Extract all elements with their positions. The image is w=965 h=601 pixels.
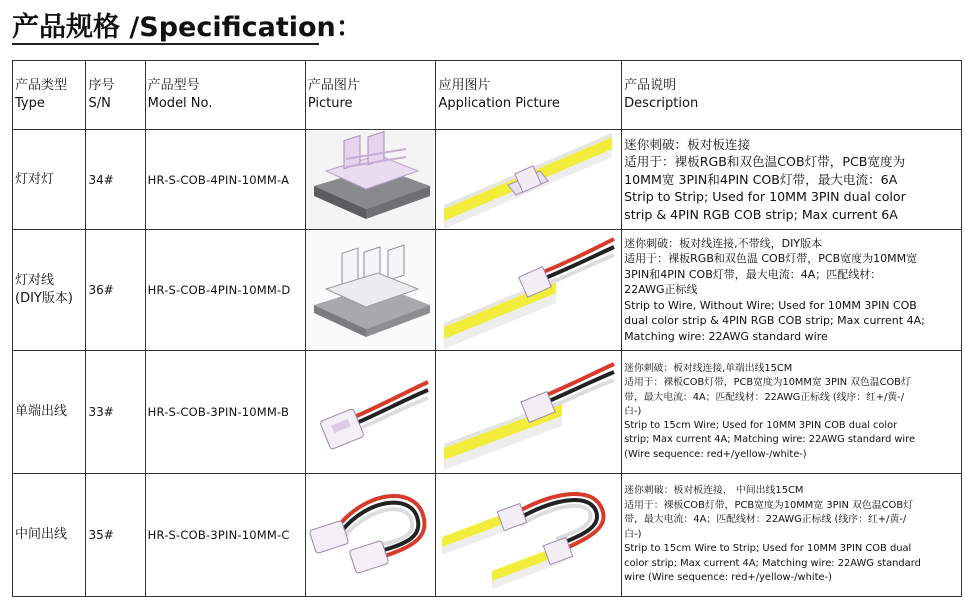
header-description: 产品说明 Description <box>622 61 962 130</box>
cob-strip-single-wire-icon <box>436 352 618 473</box>
spec-table <box>12 60 962 597</box>
product-picture <box>305 130 436 230</box>
product-description: 迷你刺破：板对线连接,单端出线15CM 适用于：裸板COB灯带，PCB宽度为10MM宽 3PIN 双色温COB灯 带，最大电流：4A；匹配线材：22AWG正标线 (线序：红+/黄-/ 白-) Strip to 15cm Wire; Used for 10MM 3PIN COB dual color strip; Max current 4A; Matching wire: 22AWG standard wire (Wire sequence: red+/yellow-/white-) <box>622 351 962 474</box>
serial-number: 34# <box>86 130 145 230</box>
product-type: 中间出线 <box>13 474 86 597</box>
cob-strip-joined-icon <box>436 131 618 229</box>
cob-strip-with-wire-icon <box>436 231 618 350</box>
serial-number: 33# <box>86 351 145 474</box>
product-type: 灯对线 (DIY版本) <box>13 230 86 351</box>
model-number: HR-S-COB-4PIN-10MM-D <box>145 230 305 351</box>
strip-to-wire-diy-connector-icon <box>306 231 434 350</box>
product-picture <box>305 474 436 597</box>
middle-wire-connector-icon <box>306 475 434 596</box>
application-picture <box>436 351 622 474</box>
table-row <box>13 474 962 597</box>
header-row <box>13 61 962 130</box>
product-type: 单端出线 <box>13 351 86 474</box>
product-description: 迷你刺破：板对线连接,不带线，DIY版本 适用于：裸板RGB和双色温 COB灯带，PCB宽度为10MM宽 3PIN和4PIN COB灯带，最大电流：4A；匹配线材： 22AWG正标线 Strip to Wire, Without Wire; Used for 10MM 3PIN COB dual color strip & 4PIN RGB COB strip; Max current 4A; Matching wire: 22AWG standard wire <box>622 230 962 351</box>
product-description: 迷你刺破：板对板连接， 中间出线15CM 适用于：裸板COB灯带，PCB宽度为10MM宽 3PIN 双色温COB灯 带，最大电流：4A；匹配线材：22AWG正标线 (线序：红+/黄-/ 白-) Strip to 15cm Wire to Strip; Used for 10MM 3PIN COB dual color strip; Max current 4A; Matching wire: 22AWG standard wire (Wire sequence: red+/yellow-/white-) <box>622 474 962 597</box>
header-model: 产品型号 Model No. <box>145 61 305 130</box>
header-type: 产品类型 Type <box>13 61 86 130</box>
product-description: 迷你刺破：板对板连接 适用于：裸板RGB和双色温COB灯带，PCB宽度为 10MM宽 3PIN和4PIN COB灯带，最大电流：6A Strip to Strip; Used for 10MM 3PIN dual color strip & 4PIN RGB COB strip; Max current 6A <box>622 130 962 230</box>
model-number: HR-S-COB-3PIN-10MM-C <box>145 474 305 597</box>
model-number: HR-S-COB-3PIN-10MM-B <box>145 351 305 474</box>
table-row <box>13 130 962 230</box>
product-picture <box>305 351 436 474</box>
strip-to-strip-connector-icon <box>306 131 434 229</box>
serial-number: 35# <box>86 474 145 597</box>
page-title: 产品规格 /Specification： <box>12 12 363 43</box>
header-application: 应用图片 Application Picture <box>436 61 622 130</box>
single-end-wire-connector-icon <box>306 352 434 473</box>
product-type: 灯对灯 <box>13 130 86 230</box>
cob-strips-middle-wire-icon <box>436 475 618 596</box>
application-picture <box>436 230 622 351</box>
title-underline <box>12 43 319 45</box>
serial-number: 36# <box>86 230 145 351</box>
table-row <box>13 351 962 474</box>
model-number: HR-S-COB-4PIN-10MM-A <box>145 130 305 230</box>
application-picture <box>436 130 622 230</box>
table-row <box>13 230 962 351</box>
application-picture <box>436 474 622 597</box>
header-picture: 产品图片 Picture <box>305 61 436 130</box>
product-picture <box>305 230 436 351</box>
header-sn: 序号 S/N <box>86 61 145 130</box>
